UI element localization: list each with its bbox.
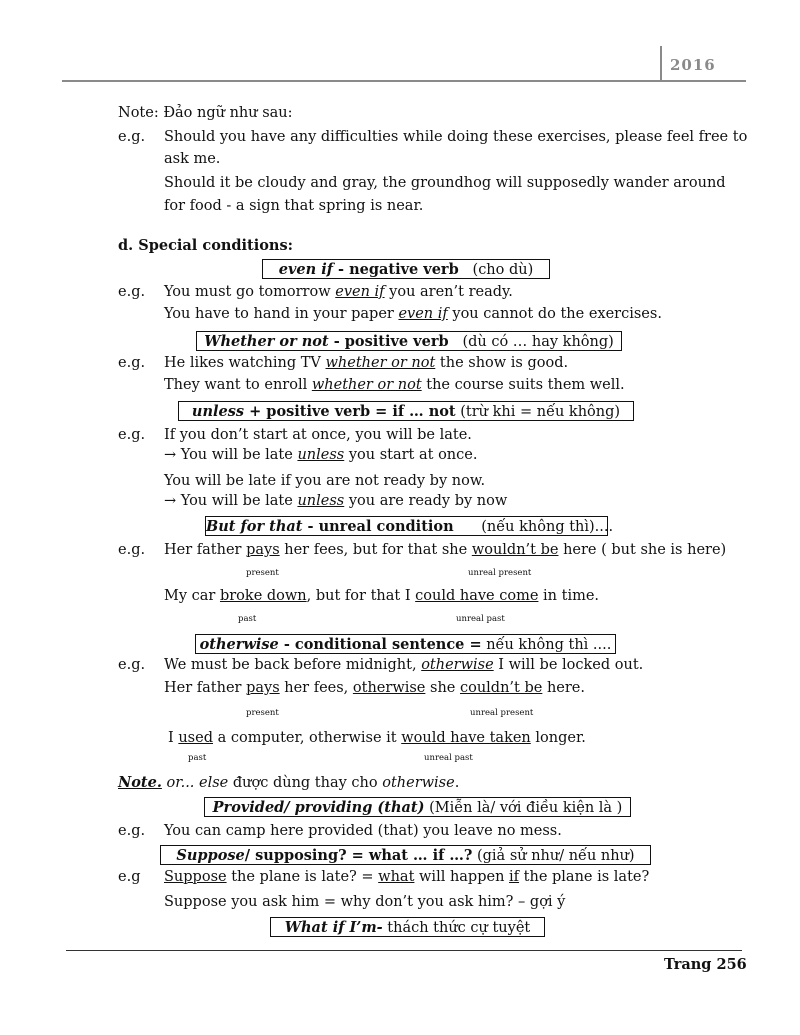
text: in time.	[538, 588, 600, 604]
keyword: unless	[297, 493, 345, 509]
rule-vietnamese: thách thức cự tuyệt	[382, 920, 531, 936]
eg-label: e.g.	[118, 129, 146, 145]
rule-text: - conditional sentence =	[278, 636, 482, 653]
tense-tag: past	[188, 753, 207, 763]
text: They want to enroll	[164, 377, 312, 393]
underlined-term: used	[178, 730, 213, 746]
note-label: Note.	[118, 774, 162, 791]
keyword: otherwise	[421, 657, 494, 673]
underlined-term: would have taken	[401, 730, 531, 746]
underlined-term: couldn’t be	[459, 680, 543, 696]
keyword: whether or not	[311, 377, 422, 393]
rule-text: - positive verb	[328, 333, 449, 350]
header-divider-tick	[660, 46, 662, 80]
text: I	[168, 730, 179, 746]
rule-vietnamese: (cho dù)	[472, 262, 534, 278]
rule-vietnamese: (trừ khi = nếu không)	[455, 404, 621, 420]
unless-example-4	[164, 493, 507, 509]
page-number: Trang 256	[664, 956, 747, 973]
even-if-example-2	[164, 306, 662, 322]
text: Her father	[164, 542, 247, 558]
text: you start at once.	[344, 447, 478, 463]
keyword: otherwise	[382, 775, 455, 791]
underlined-term: what	[378, 869, 415, 885]
even-if-rule-box	[262, 259, 550, 279]
text: her fees,	[279, 680, 353, 696]
rule-keyword: Suppose	[176, 847, 245, 864]
rule-keyword: otherwise	[199, 636, 279, 653]
rule-vietnamese: (dù có … hay không)	[462, 334, 614, 350]
text: longer.	[530, 730, 586, 746]
rule-vietnamese: (nếu không thì)....	[481, 519, 614, 535]
eg-label: e.g	[118, 869, 141, 885]
tense-tag: past	[238, 614, 257, 624]
suppose-example-1	[164, 869, 649, 885]
unless-example-3: You will be late if you are not ready by now.	[164, 473, 486, 489]
rule-keyword: But for that	[206, 518, 303, 535]
text: Her father	[164, 680, 247, 696]
text: will happen	[414, 869, 510, 885]
whether-example-2	[164, 377, 625, 393]
rule-vietnamese: (Miễn là/ với điều kiện là )	[424, 800, 623, 816]
rule-text: + positive verb = if … not	[244, 403, 456, 420]
underlined-term: could have come	[415, 588, 539, 604]
rule-text: - unreal condition	[302, 518, 454, 535]
note-else	[118, 774, 459, 791]
what-if-rule-box	[270, 917, 545, 937]
inversion-line-2: ask me.	[164, 151, 221, 167]
rule-vietnamese: nếu không thì ....	[481, 637, 612, 653]
text: My car	[164, 588, 220, 604]
rule-keyword: Whether or not	[204, 333, 329, 350]
footer-rule	[66, 950, 742, 951]
but-for-rule-box	[205, 516, 614, 536]
underlined-term: pays	[246, 542, 280, 558]
text: or... else	[161, 775, 229, 791]
text: He likes watching TV	[164, 355, 326, 371]
text: → You will be late	[164, 493, 298, 509]
underlined-term: wouldn’t be	[471, 542, 559, 558]
underlined-term: Suppose	[164, 869, 227, 885]
text: → You will be late	[164, 447, 298, 463]
rule-text: / supposing? = what … if …?	[244, 847, 473, 864]
text: .	[454, 775, 460, 791]
whether-rule-box	[196, 331, 622, 351]
tense-tag: present	[246, 568, 279, 578]
whether-example-1	[164, 355, 568, 371]
text: her fees, but for that she	[279, 542, 472, 558]
keyword: even if	[335, 284, 385, 300]
rule-keyword: What if I’m-	[284, 919, 383, 936]
rule-text: - negative verb	[332, 261, 459, 278]
note-inversion-title: Note: Đảo ngữ như sau:	[118, 105, 293, 121]
text: You must go tomorrow	[164, 284, 336, 300]
rule-keyword: Provided/ providing (that)	[212, 799, 425, 816]
tense-tag: present	[246, 708, 279, 718]
otherwise-example-3	[168, 730, 586, 746]
suppose-rule-box	[160, 845, 651, 865]
rule-keyword: unless	[191, 403, 245, 420]
text: the show is good.	[435, 355, 569, 371]
text: the plane is late? =	[226, 869, 379, 885]
keyword: whether or not	[325, 355, 436, 371]
unless-example-1: If you don’t start at once, you will be late.	[164, 427, 472, 443]
rule-keyword: even if	[278, 261, 333, 278]
suppose-example-2: Suppose you ask him = why don’t you ask him? – gợi ý	[164, 894, 566, 910]
text: here ( but she is here)	[558, 542, 727, 558]
rule-vietnamese: (giả sử như/ nếu như)	[472, 848, 635, 864]
underlined-term: if	[509, 869, 520, 885]
tense-tag: unreal past	[456, 614, 505, 624]
tense-tag: unreal past	[424, 753, 473, 763]
text: I will be locked out.	[493, 657, 644, 673]
otherwise-rule-box	[195, 634, 616, 654]
tense-tag: unreal present	[470, 708, 534, 718]
text: a computer, otherwise it	[213, 730, 402, 746]
inversion-line-4: for food - a sign that spring is near.	[164, 198, 424, 214]
but-for-example-1	[164, 542, 726, 558]
unless-rule-box	[178, 401, 634, 421]
text: the plane is late?	[519, 869, 650, 885]
but-for-example-2	[164, 588, 599, 604]
text: You have to hand in your paper	[164, 306, 399, 322]
keyword: unless	[297, 447, 345, 463]
tense-tag: unreal present	[468, 568, 532, 578]
text: được dùng thay cho	[228, 775, 383, 791]
eg-label: e.g.	[118, 355, 146, 371]
text: you cannot do the exercises.	[447, 306, 662, 322]
text: We must be back before midnight,	[164, 657, 422, 673]
eg-label: e.g.	[118, 284, 146, 300]
otherwise-example-2	[164, 680, 585, 696]
header-year: 2016	[670, 56, 716, 74]
section-title: d. Special conditions:	[118, 237, 293, 254]
text: here.	[542, 680, 585, 696]
header-rule	[62, 80, 746, 82]
provided-example-1: You can camp here provided (that) you leave no mess.	[164, 823, 562, 839]
text: the course suits them well.	[421, 377, 625, 393]
text: , but for that I	[306, 588, 416, 604]
keyword: even if	[398, 306, 448, 322]
even-if-example-1	[164, 284, 513, 300]
text: she	[425, 680, 460, 696]
unless-example-2	[164, 447, 477, 463]
eg-label: e.g.	[118, 823, 146, 839]
underlined-term: pays	[246, 680, 280, 696]
underlined-term: otherwise	[352, 680, 426, 696]
text: you are ready by now	[344, 493, 508, 509]
otherwise-example-1	[164, 657, 643, 673]
inversion-line-1: Should you have any difficulties while doing these exercises, please feel free to	[164, 129, 748, 145]
text: you aren’t ready.	[384, 284, 513, 300]
eg-label: e.g.	[118, 427, 146, 443]
eg-label: e.g.	[118, 542, 146, 558]
inversion-line-3: Should it be cloudy and gray, the groundhog will supposedly wander around	[164, 175, 726, 191]
eg-label: e.g.	[118, 657, 146, 673]
provided-rule-box	[204, 797, 631, 817]
underlined-term: broke down	[219, 588, 307, 604]
